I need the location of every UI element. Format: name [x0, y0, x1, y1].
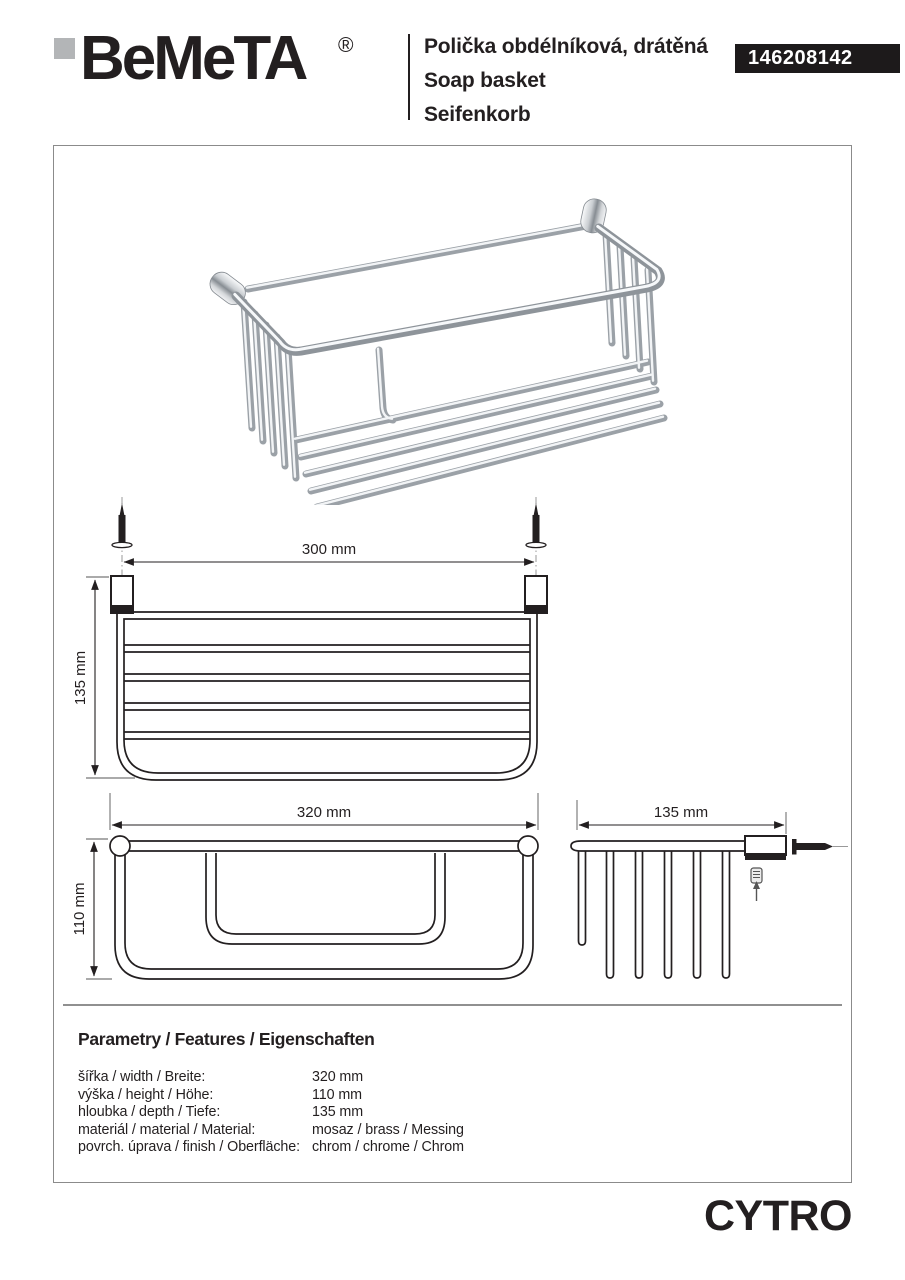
brand-logo: BeMeTA: [80, 24, 306, 93]
side-view-drawing: [571, 804, 848, 978]
product-title-cs: Polička obdélníková, drátěná: [424, 35, 708, 58]
param-value: chrom / chrome / Chrom: [312, 1139, 464, 1156]
front-view-drawing: [71, 804, 538, 979]
parameters-heading: Parametry / Features / Eigenschaften: [78, 1029, 375, 1049]
product-title-en: Soap basket: [424, 69, 546, 92]
table-row: [78, 1104, 598, 1122]
header-divider: [408, 34, 410, 120]
table-row: [78, 1122, 598, 1140]
param-label: výška / height / Höhe:: [78, 1086, 214, 1103]
arrow-up-icon: [753, 881, 760, 901]
screw-icon: [526, 503, 546, 548]
dim-depth-135-side: 135 mm: [653, 804, 709, 821]
wall-plug-icon: [751, 868, 762, 883]
mount-bracket: [111, 576, 133, 613]
param-label: povrch. úprava / finish / Oberfläche:: [78, 1139, 300, 1156]
parameters-table: [78, 1069, 598, 1157]
table-row: [78, 1069, 598, 1087]
product-photo: [150, 175, 730, 505]
product-titles: [424, 30, 708, 132]
dim-width-300: 300 mm: [301, 541, 357, 558]
screw-icon: [112, 503, 132, 548]
basket-rim: [236, 228, 660, 351]
param-value: 110 mm: [312, 1086, 362, 1103]
technical-drawings: [55, 490, 850, 1002]
param-label: materiál / material / Material:: [78, 1121, 256, 1138]
registered-trademark-icon: ®: [338, 34, 354, 57]
product-title-de: Seifenkorb: [424, 103, 531, 126]
screw-icon: [792, 839, 848, 855]
table-row: [78, 1087, 598, 1105]
product-code-badge: 146208142: [735, 44, 900, 73]
top-view-drawing: [72, 497, 547, 780]
param-label: šířka / width / Breite:: [78, 1069, 206, 1085]
basket-wires: [244, 226, 664, 505]
table-row: [78, 1139, 598, 1157]
logo-square-icon: [54, 38, 75, 59]
param-value: 135 mm: [312, 1104, 364, 1121]
param-value: mosaz / brass / Messing: [312, 1121, 464, 1138]
dim-depth-135-top: 135 mm: [72, 650, 89, 706]
dim-width-320: 320 mm: [296, 804, 352, 821]
param-label: hloubka / depth / Tiefe:: [78, 1104, 221, 1121]
param-value: 320 mm: [312, 1069, 364, 1085]
mount-bracket: [745, 836, 786, 860]
series-name: CYTRO: [704, 1192, 852, 1240]
section-divider: [63, 1004, 842, 1006]
mount-bracket: [525, 576, 547, 613]
dim-height-110: 110 mm: [71, 882, 88, 936]
